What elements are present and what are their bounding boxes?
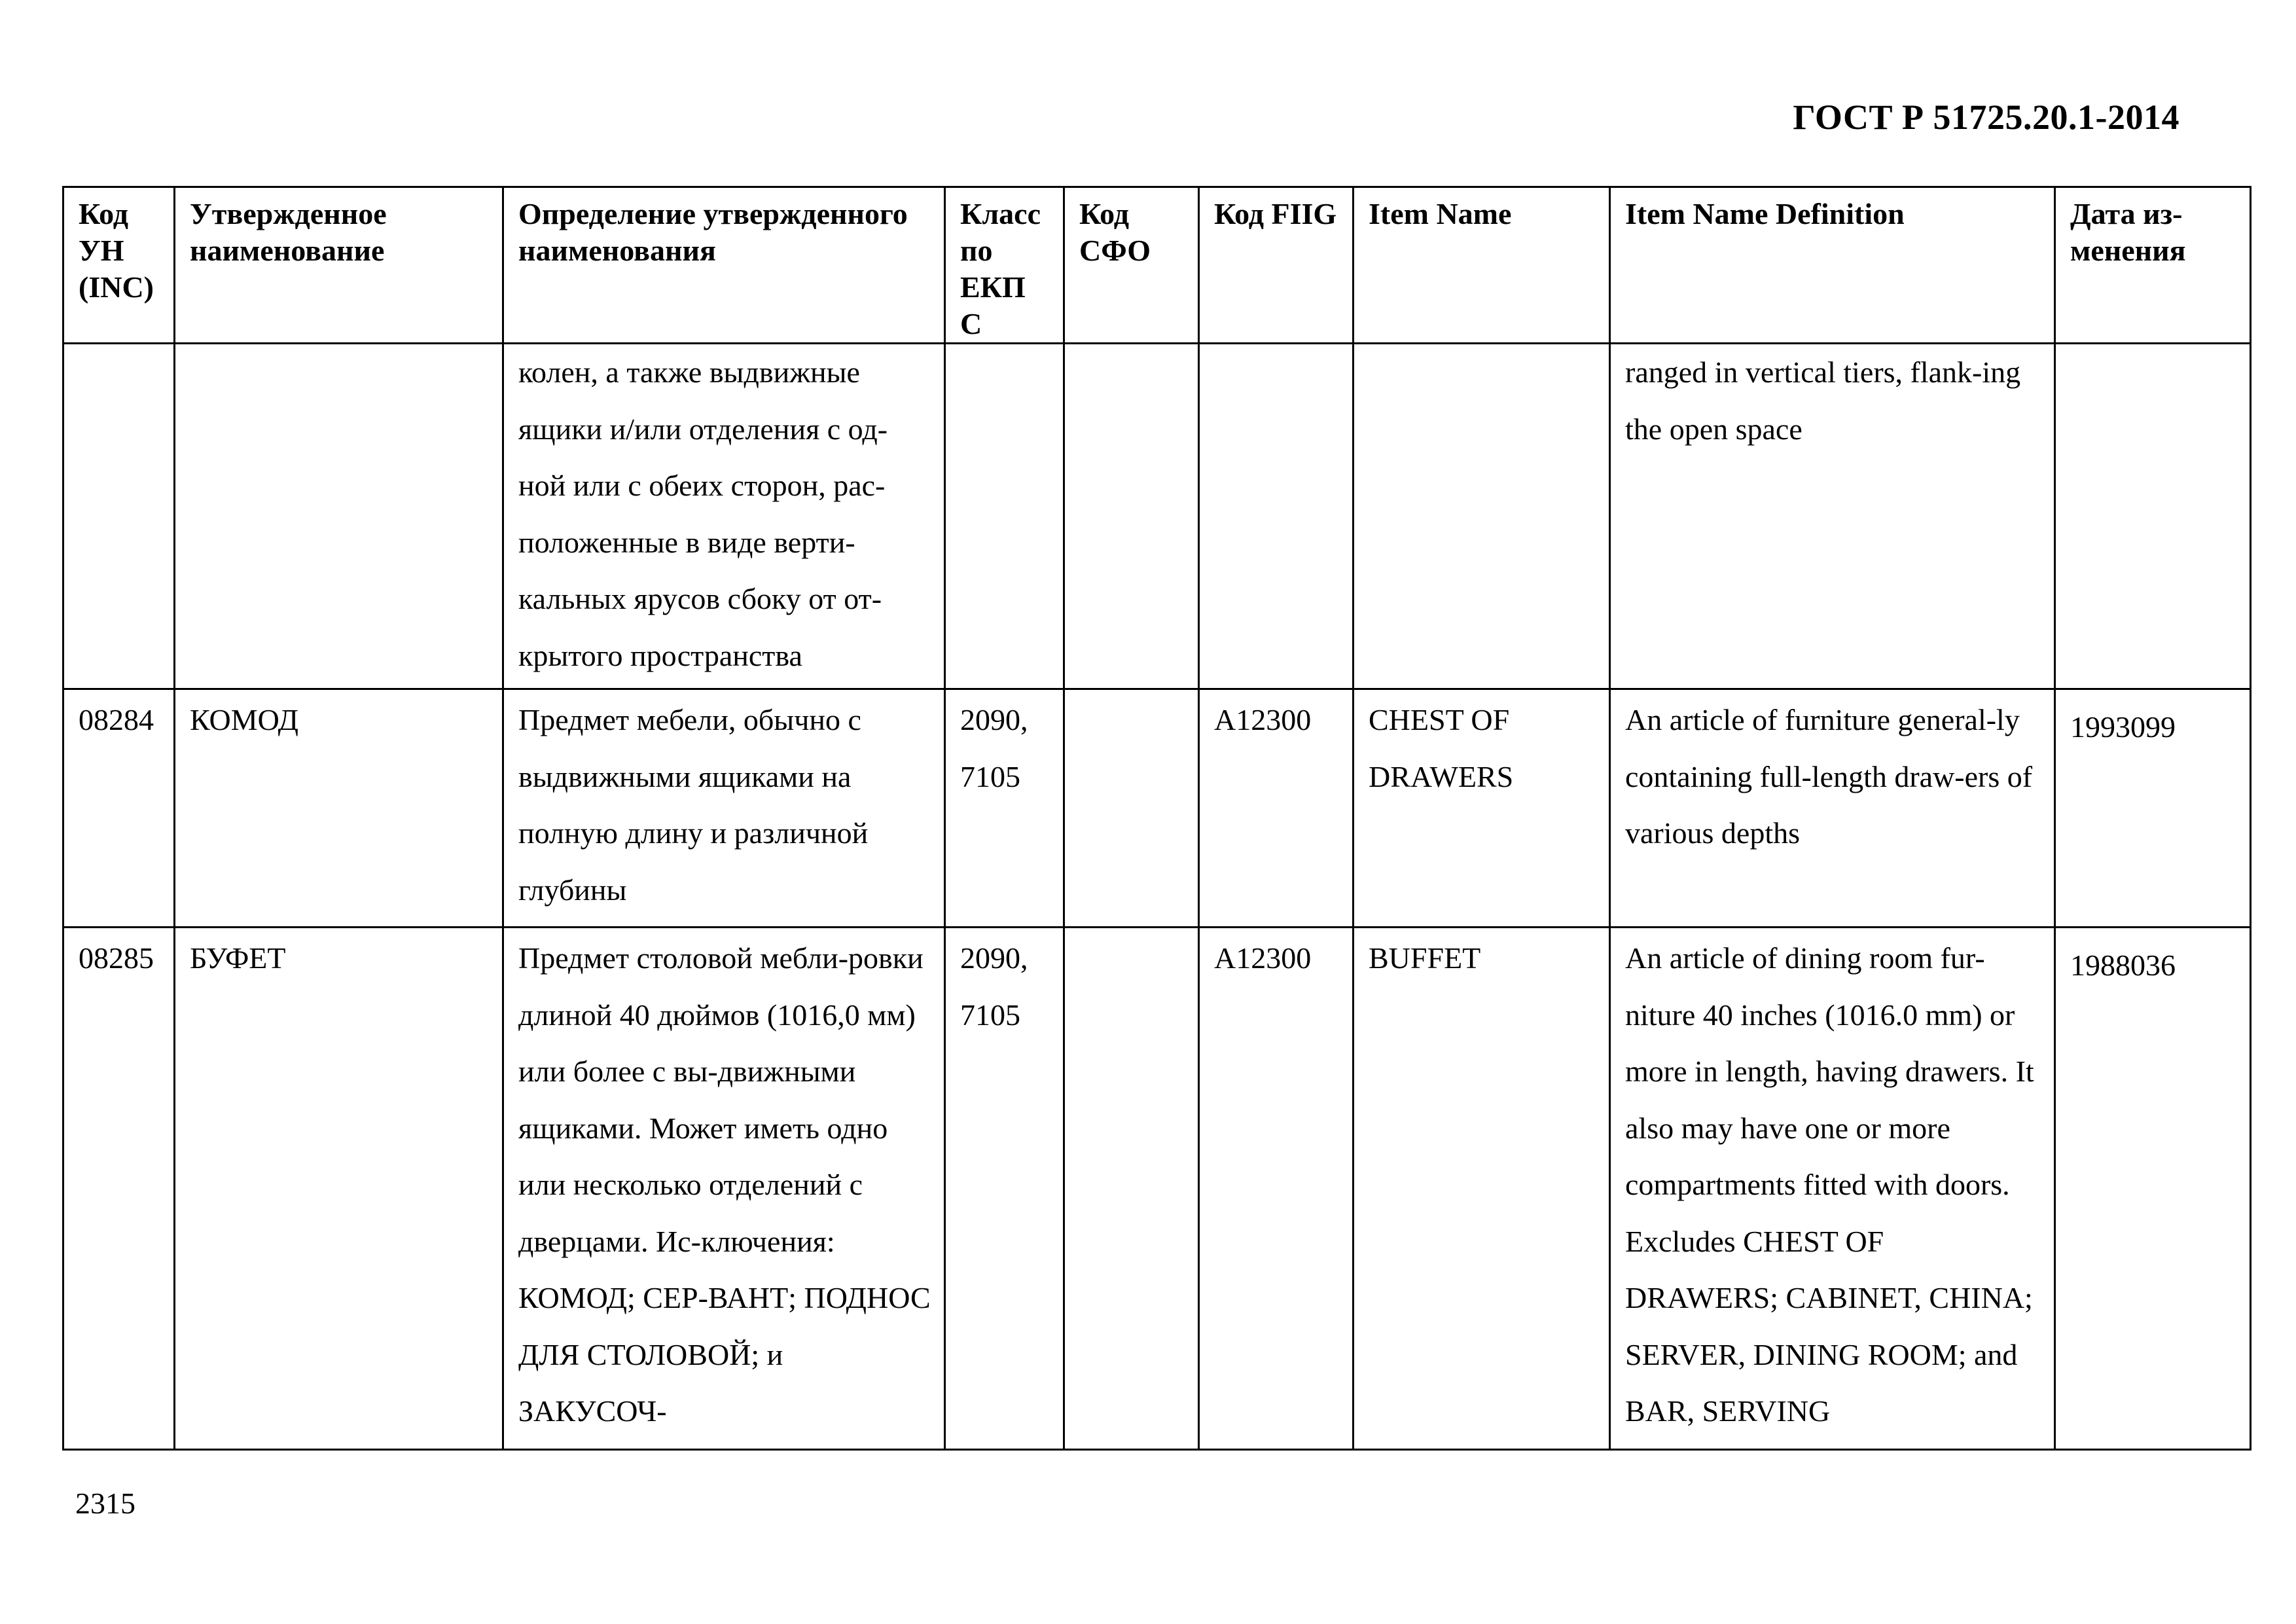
cell-definition-en: An article of dining room fur-niture 40 inches (1016.0 mm) or more in length, having drawers. It also may have one or more compartments fitted with doors. Excludes CHEST OF DRAWERS; CABINET, CHINA; SERVER, DINING ROOM; and BAR, SERVING <box>1610 928 2055 1450</box>
item-names-table <box>62 186 2251 1451</box>
cell-definition-en: ranged in vertical tiers, flank-ing the open space <box>1610 344 2055 689</box>
table-row <box>63 689 2251 928</box>
cell-sfo <box>1064 928 1199 1450</box>
header-item-name-definition: Item Name Definition <box>1610 187 2055 344</box>
cell-class: 2090, 7105 <box>945 689 1064 928</box>
document-code: ГОСТ Р 51725.20.1-2014 <box>1793 98 2179 137</box>
header-sfo-code: Код СФО <box>1064 187 1199 344</box>
cell-fiig: A12300 <box>1199 689 1354 928</box>
table-header-row <box>63 187 2251 344</box>
cell-inc: 08284 <box>63 689 175 928</box>
header-approved-name-definition: Определение утвержденного наименования <box>503 187 945 344</box>
table-row <box>63 344 2251 689</box>
cell-date: 1993099 <box>2055 689 2251 928</box>
table-row <box>63 928 2251 1450</box>
cell-class: 2090, 7105 <box>945 928 1064 1450</box>
cell-date <box>2055 344 2251 689</box>
page-number: 2315 <box>75 1487 135 1520</box>
cell-sfo <box>1064 689 1199 928</box>
header-item-name: Item Name <box>1354 187 1610 344</box>
cell-name-ru: КОМОД <box>175 689 503 928</box>
header-class: Класс по ЕКП С <box>945 187 1064 344</box>
header-change-date: Дата из-менения <box>2055 187 2251 344</box>
cell-definition-en: An article of furniture general-ly containing full-length draw-ers of various depths <box>1610 689 2055 928</box>
cell-item-name: CHEST OF DRAWERS <box>1354 689 1610 928</box>
cell-inc <box>63 344 175 689</box>
cell-name-ru: БУФЕТ <box>175 928 503 1450</box>
cell-class <box>945 344 1064 689</box>
cell-date: 1988036 <box>2055 928 2251 1450</box>
cell-definition-ru: Предмет столовой мебли-ровки длиной 40 дюймов (1016,0 мм) или более с вы-движными ящиками. Может иметь одно или несколько отделений с дверцами. Ис-ключения: КОМОД; СЕР-ВАНТ; ПОДНОС ДЛЯ СТОЛОВОЙ; и ЗАКУСОЧ- <box>503 928 945 1450</box>
cell-definition-ru: колен, а также выдвижные ящики и/или отделения с од-ной или с обеих сторон, рас-положенные в виде верти-кальных ярусов сбоку от от-крытого пространства <box>503 344 945 689</box>
header-inc: Код УН (INC) <box>63 187 175 344</box>
cell-item-name: BUFFET <box>1354 928 1610 1450</box>
header-fiig-code: Код FIIG <box>1199 187 1354 344</box>
cell-fiig <box>1199 344 1354 689</box>
cell-name-ru <box>175 344 503 689</box>
cell-item-name <box>1354 344 1610 689</box>
cell-inc: 08285 <box>63 928 175 1450</box>
cell-definition-ru: Предмет мебели, обычно с выдвижными ящиками на полную длину и различной глубины <box>503 689 945 928</box>
cell-sfo <box>1064 344 1199 689</box>
cell-fiig: A12300 <box>1199 928 1354 1450</box>
header-approved-name: Утвержденное наименование <box>175 187 503 344</box>
